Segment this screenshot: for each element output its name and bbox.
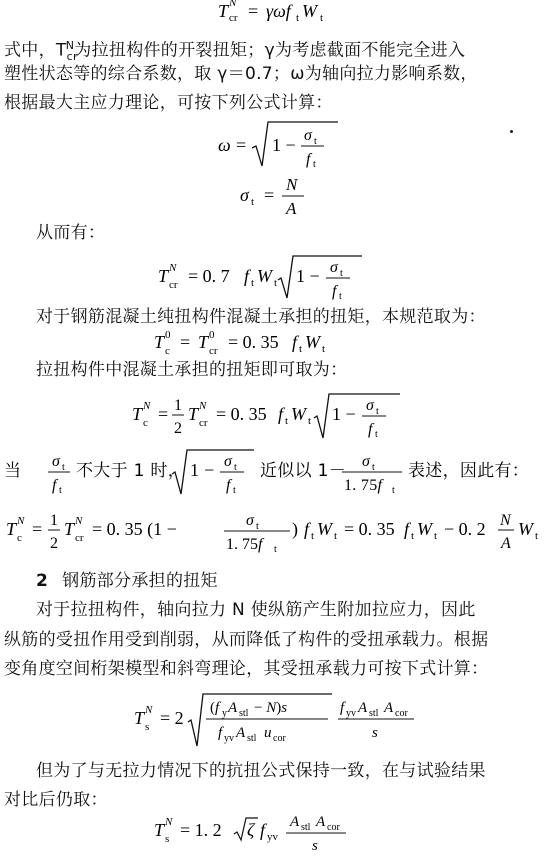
svg-text:f: f [278,404,284,424]
svg-text:f: f [244,266,250,286]
svg-text:T: T [132,404,143,424]
svg-text:γωf: γωf [266,1,291,21]
svg-text:t: t [372,462,376,473]
svg-text:s: s [165,833,170,845]
section-title: 钢筋部分承担的扭矩 [62,571,218,591]
p7-approx: 近似以 1－ [260,461,347,481]
svg-text:1. 75f: 1. 75f [344,477,383,494]
svg-text:cor: cor [395,708,408,719]
svg-text:A: A [290,814,300,830]
p7-lead: 当 [4,461,22,481]
svg-text:= 0. 35 (1 −: = 0. 35 (1 − [92,519,177,539]
equation-4 [0,252,556,309]
svg-text:T: T [218,1,229,21]
svg-text:f: f [404,519,410,539]
svg-text:t: t [251,196,255,208]
svg-text:A: A [228,700,238,716]
svg-text:f: f [260,820,266,840]
section-heading [36,567,550,596]
svg-text:T: T [158,266,169,286]
svg-text:cr: cr [229,12,238,24]
svg-text:f: f [368,421,373,438]
svg-text:t: t [314,136,317,147]
paragraph-line-1: 式中，$T_{cr}^N$为拉扭构件的开裂扭矩；γ为考虑截面不能完全进入 [4,39,466,64]
svg-text:cor: cor [327,822,340,833]
svg-text:c: c [165,345,170,357]
paragraph-line-10: 变角度空间桁架模型和斜弯理论，其受扭承载力可按下式计算： [4,659,489,679]
svg-text:cr: cr [209,345,218,357]
svg-text:N: N [169,262,177,274]
p7-tail: 表述，因此有： [408,461,530,481]
svg-text:=: = [32,519,43,539]
svg-text:cr: cr [199,417,208,429]
svg-text:σ: σ [52,453,61,470]
svg-text:stl: stl [369,708,379,719]
svg-text:W: W [257,266,272,286]
svg-text:=: = [264,185,275,205]
svg-text:T: T [188,404,199,424]
svg-text:W: W [417,519,432,539]
svg-text:N: N [143,400,151,412]
svg-text:t: t [311,530,315,542]
svg-text:σ: σ [330,259,338,276]
svg-text:t: t [59,485,63,496]
svg-text:): ) [292,519,298,539]
svg-text:f: f [304,519,310,539]
paragraph-line-4: 从而有： [36,223,106,243]
svg-text:=: = [158,404,169,424]
svg-text:1. 75f: 1. 75f [226,536,263,553]
svg-text:t: t [274,544,277,555]
svg-text:A: A [384,700,394,716]
svg-text:(f: (f [210,700,220,716]
svg-text:=: = [236,135,247,155]
svg-text:W: W [302,1,317,21]
svg-text:A: A [316,814,326,830]
svg-text:cr: cr [75,532,84,544]
svg-text:t: t [376,406,379,417]
svg-text:yv: yv [267,831,278,843]
svg-text:t: t [411,530,415,542]
svg-text:c: c [17,532,22,544]
svg-text:= 2: = 2 [160,708,184,728]
svg-text:t: t [313,159,316,170]
svg-text:t: t [339,291,342,302]
svg-text:t: t [62,462,66,473]
svg-text:σ: σ [304,127,312,144]
svg-text:N: N [500,512,511,529]
svg-text:W: W [317,519,332,539]
svg-text:= 0. 35: = 0. 35 [216,404,267,424]
svg-text:A: A [358,700,368,716]
svg-text:y: y [222,708,227,719]
equation-3 [0,172,556,225]
svg-text:0: 0 [165,329,171,341]
svg-text:T: T [6,519,17,539]
svg-text:1 −: 1 − [272,135,296,155]
svg-text:s: s [372,725,378,741]
svg-text:N: N [286,175,298,194]
svg-text:A: A [501,535,511,552]
svg-text:T: T [64,519,75,539]
paragraph-line-2: 塑性状态等的综合系数，取 γ＝0.7；ω为轴向拉力影响系数， [4,64,478,84]
svg-text:T: T [134,708,145,728]
svg-text:T: T [154,820,165,840]
svg-text:f: f [52,477,57,494]
svg-text:f: f [218,725,223,741]
svg-text:t: t [308,415,312,427]
svg-text:1 −: 1 − [190,460,215,480]
stray-dot-mark [510,130,513,133]
svg-text:ω: ω [218,135,231,155]
svg-text:2: 2 [174,420,182,437]
equation-8 [0,690,556,757]
svg-text:1 −: 1 − [296,266,320,286]
paragraph-line-7 [4,446,550,496]
svg-text:t: t [322,343,326,355]
svg-text:c: c [143,417,148,429]
svg-text:1: 1 [50,512,58,529]
svg-text:t: t [274,277,278,289]
svg-text:yv: yv [346,708,356,719]
svg-text:s: s [312,838,318,854]
svg-text:= 0. 7: = 0. 7 [188,266,230,286]
svg-text:t: t [434,530,438,542]
svg-text:t: t [299,343,303,355]
svg-text:cor: cor [273,733,286,744]
paragraph-line-6: 拉扭构件中混凝土承担的扭矩即可取为： [36,360,348,380]
svg-text:N: N [199,400,207,412]
svg-text:= 1. 2: = 1. 2 [180,820,222,840]
equation-1 [0,0,556,29]
svg-text:f: f [306,151,311,168]
svg-text:T: T [198,332,209,352]
svg-text:σ: σ [362,453,371,470]
svg-text:T: T [154,332,165,352]
paragraph-line-3: 根据最大主应力理论，可按下列公式计算： [4,93,333,113]
svg-text:N: N [17,515,25,527]
svg-text:t: t [320,12,324,24]
paragraph-line-12: 对比后仍取： [4,790,108,810]
paragraph-line-8: 对于拉扭构件，轴向拉力 N 使纵筋产生附加拉应力，因此 [36,600,476,620]
svg-text:− N)s: − N)s [254,700,288,716]
svg-text:cr: cr [169,279,178,291]
svg-text:t: t [392,485,396,496]
svg-text:t: t [340,268,343,279]
svg-text:σ: σ [224,453,233,470]
svg-text:t: t [233,485,237,496]
svg-text:N: N [145,704,153,716]
svg-text:f: f [292,332,298,352]
svg-text:stl: stl [301,822,311,833]
svg-text:ζ: ζ [247,820,255,840]
svg-text:stl: stl [239,708,249,719]
svg-text:N: N [75,515,83,527]
svg-text:yv: yv [224,733,234,744]
svg-text:f: f [226,477,231,494]
svg-text:=: = [248,1,259,21]
svg-text:t: t [256,521,259,532]
svg-text:1: 1 [174,397,182,414]
svg-text:2: 2 [50,535,58,552]
p7-mid: 不大于 1 时， [76,461,186,481]
section-number: 2 [36,571,49,591]
svg-text:W: W [518,519,533,539]
equation-2 [0,118,556,179]
svg-text:N: N [229,0,237,9]
equation-7 [0,505,556,564]
paragraph-line-11: 但为了与无拉力情况下的抗扭公式保持一致，在与试验结果 [36,761,486,781]
svg-text:t: t [234,462,238,473]
svg-text:=: = [180,332,191,352]
svg-text:t: t [535,530,539,542]
svg-text:t: t [251,277,255,289]
svg-text:f: f [332,283,337,300]
svg-text:σ: σ [246,512,254,529]
svg-text:A: A [286,199,297,218]
svg-text:stl: stl [247,733,257,744]
svg-text:= 0. 35: = 0. 35 [228,332,279,352]
svg-text:N: N [165,816,173,828]
svg-text:t: t [375,429,378,440]
svg-text:s: s [145,721,150,733]
svg-text:t: t [285,415,289,427]
svg-text:− 0. 2: − 0. 2 [444,519,486,539]
paragraph-line-9: 纵筋的受扭作用受到削弱，从而降低了构件的受扭承载力。根据 [4,630,489,650]
svg-text:1 −: 1 − [332,404,356,424]
svg-text:0: 0 [209,329,215,341]
svg-text:σ: σ [366,397,374,414]
svg-text:σ: σ [240,185,249,205]
svg-text:f: f [340,700,345,716]
svg-text:u: u [264,725,272,741]
equation-6 [0,390,556,449]
paragraph-line-5: 对于钢筋混凝土纯扭构件混凝土承担的扭矩，本规范取为： [36,307,486,327]
svg-text:t: t [296,12,300,24]
svg-text:A: A [236,725,246,741]
svg-text:t: t [334,530,338,542]
svg-text:W: W [291,404,306,424]
svg-text:= 0. 35: = 0. 35 [344,519,395,539]
svg-text:W: W [305,332,320,352]
